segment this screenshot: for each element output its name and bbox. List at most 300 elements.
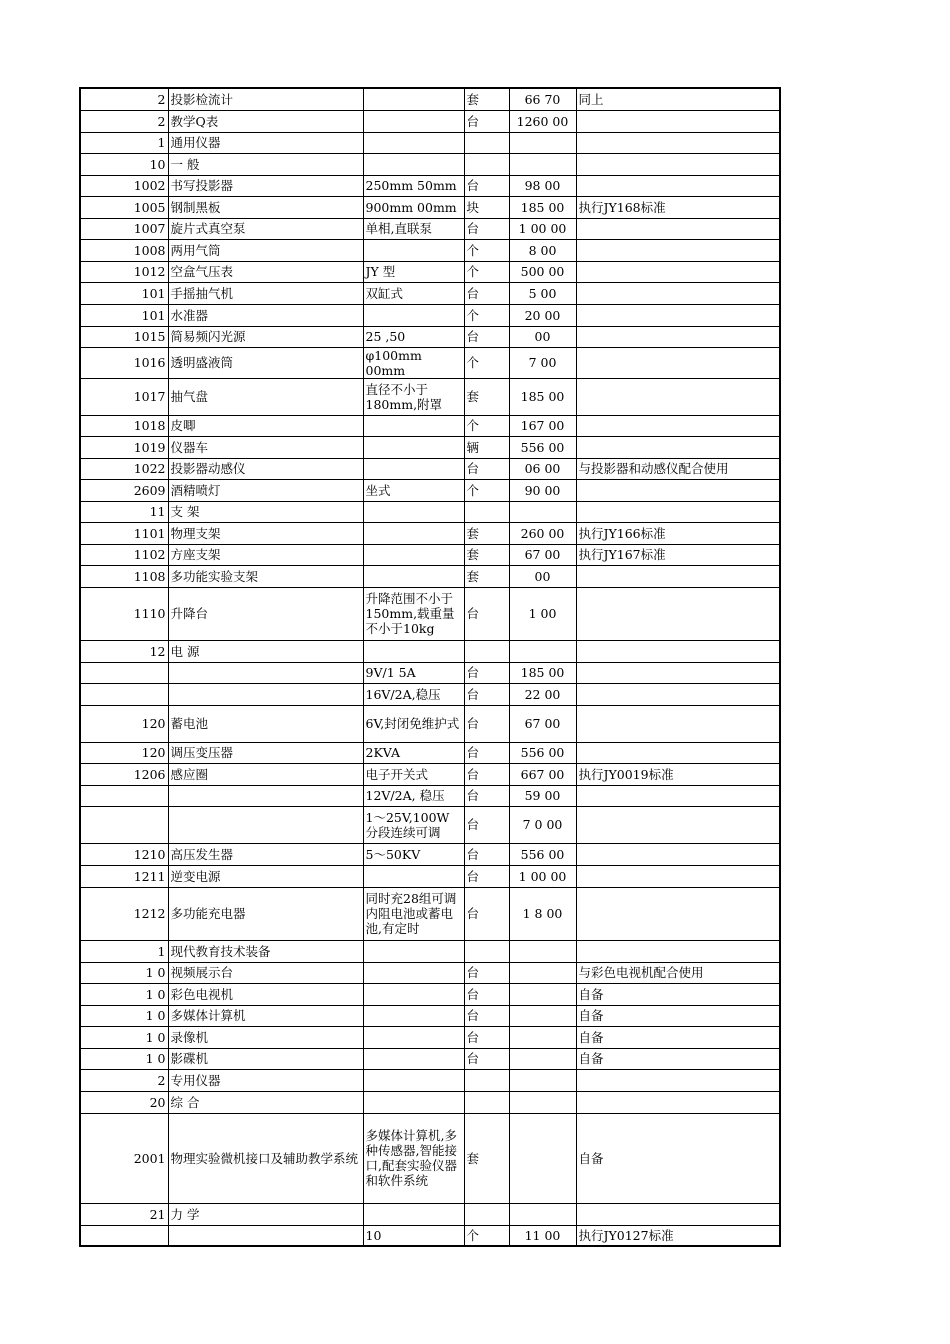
item-price-cell: 90 00: [509, 479, 576, 501]
item-code-cell: 1018: [80, 415, 168, 436]
item-name-cell: 透明盛液筒: [168, 347, 363, 378]
item-name-cell: 仪器车: [168, 436, 363, 458]
item-code-cell: 1022: [80, 458, 168, 479]
item-price-cell: 59 00: [509, 785, 576, 806]
item-name-cell: 力 学: [168, 1203, 363, 1225]
item-unit-cell: 辆: [464, 436, 509, 458]
item-spec-cell: [363, 522, 464, 544]
item-note-cell: [576, 239, 780, 261]
item-price-cell: 22 00: [509, 683, 576, 705]
item-code-cell: 120: [80, 705, 168, 742]
table-row: [80, 458, 780, 479]
item-name-cell: 书写投影器: [168, 175, 363, 196]
item-note-cell: [576, 887, 780, 940]
item-price-cell: 7 0 00: [509, 806, 576, 843]
item-note-cell: [576, 378, 780, 415]
table-body: [80, 88, 780, 1246]
item-price-cell: 1 00: [509, 587, 576, 640]
item-price-cell: 185 00: [509, 662, 576, 683]
item-price-cell: 98 00: [509, 175, 576, 196]
item-code-cell: [80, 1225, 168, 1246]
item-spec-cell: [363, 88, 464, 110]
item-unit-cell: 套: [464, 565, 509, 587]
item-code-cell: 1008: [80, 239, 168, 261]
table-row: [80, 522, 780, 544]
table-row: [80, 1225, 780, 1246]
table-row: [80, 218, 780, 239]
table-row: [80, 742, 780, 763]
item-unit-cell: 套: [464, 88, 509, 110]
table-row: [80, 640, 780, 662]
item-unit-cell: [464, 1091, 509, 1113]
item-price-cell: [509, 1203, 576, 1225]
item-code-cell: 120: [80, 742, 168, 763]
item-code-cell: 1108: [80, 565, 168, 587]
item-name-cell: 彩色电视机: [168, 983, 363, 1005]
item-note-cell: 执行JY168标准: [576, 196, 780, 218]
item-code-cell: 1007: [80, 218, 168, 239]
item-name-cell: 方座支架: [168, 544, 363, 565]
item-name-cell: [168, 662, 363, 683]
item-note-cell: [576, 415, 780, 436]
item-spec-cell: 16V/2A,稳压: [363, 683, 464, 705]
item-price-cell: 1 8 00: [509, 887, 576, 940]
item-code-cell: 1 0: [80, 1005, 168, 1026]
item-price-cell: [509, 983, 576, 1005]
item-price-cell: 20 00: [509, 304, 576, 326]
item-code-cell: 1110: [80, 587, 168, 640]
item-unit-cell: 台: [464, 843, 509, 865]
item-unit-cell: 个: [464, 1225, 509, 1246]
item-unit-cell: 个: [464, 304, 509, 326]
item-name-cell: 专用仪器: [168, 1069, 363, 1091]
table-row: [80, 587, 780, 640]
item-unit-cell: [464, 940, 509, 962]
item-code-cell: 21: [80, 1203, 168, 1225]
item-name-cell: 现代教育技术装备: [168, 940, 363, 962]
item-price-cell: 00: [509, 565, 576, 587]
item-price-cell: 500 00: [509, 261, 576, 282]
item-unit-cell: 台: [464, 763, 509, 785]
item-code-cell: 1212: [80, 887, 168, 940]
item-unit-cell: 台: [464, 887, 509, 940]
item-code-cell: 1016: [80, 347, 168, 378]
table-row: [80, 175, 780, 196]
item-price-cell: 260 00: [509, 522, 576, 544]
item-note-cell: [576, 806, 780, 843]
item-price-cell: 556 00: [509, 843, 576, 865]
item-spec-cell: 5～50KV: [363, 843, 464, 865]
item-price-cell: 66 70: [509, 88, 576, 110]
item-note-cell: 执行JY0127标准: [576, 1225, 780, 1246]
item-note-cell: [576, 218, 780, 239]
table-row: [80, 785, 780, 806]
item-note-cell: 执行JY166标准: [576, 522, 780, 544]
item-code-cell: [80, 662, 168, 683]
item-price-cell: 06 00: [509, 458, 576, 479]
item-unit-cell: 台: [464, 1048, 509, 1069]
item-spec-cell: 双缸式: [363, 282, 464, 304]
table-row: [80, 153, 780, 175]
item-spec-cell: [363, 1091, 464, 1113]
item-spec-cell: [363, 940, 464, 962]
item-code-cell: 1015: [80, 326, 168, 347]
item-price-cell: 167 00: [509, 415, 576, 436]
item-name-cell: 高压发生器: [168, 843, 363, 865]
item-unit-cell: 套: [464, 544, 509, 565]
table-row: [80, 239, 780, 261]
item-code-cell: 1019: [80, 436, 168, 458]
item-note-cell: [576, 662, 780, 683]
item-price-cell: 7 00: [509, 347, 576, 378]
item-unit-cell: 台: [464, 1026, 509, 1048]
equipment-table: [79, 87, 781, 1247]
item-price-cell: 00: [509, 326, 576, 347]
item-note-cell: 自备: [576, 1113, 780, 1203]
item-code-cell: 2609: [80, 479, 168, 501]
item-code-cell: 1210: [80, 843, 168, 865]
item-price-cell: [509, 1026, 576, 1048]
item-unit-cell: [464, 1203, 509, 1225]
item-spec-cell: [363, 415, 464, 436]
item-unit-cell: 个: [464, 239, 509, 261]
item-note-cell: [576, 282, 780, 304]
item-note-cell: 执行JY0019标准: [576, 763, 780, 785]
item-name-cell: 物理实验微机接口及辅助教学系统: [168, 1113, 363, 1203]
item-name-cell: [168, 683, 363, 705]
item-spec-cell: [363, 132, 464, 153]
item-spec-cell: 25 ,50: [363, 326, 464, 347]
item-unit-cell: [464, 132, 509, 153]
item-note-cell: [576, 132, 780, 153]
item-name-cell: [168, 785, 363, 806]
item-spec-cell: [363, 544, 464, 565]
item-price-cell: 1 00 00: [509, 865, 576, 887]
item-note-cell: [576, 742, 780, 763]
table-row: [80, 565, 780, 587]
item-code-cell: 1 0: [80, 962, 168, 983]
item-spec-cell: 10: [363, 1225, 464, 1246]
item-code-cell: 2: [80, 88, 168, 110]
table-row: [80, 1069, 780, 1091]
item-note-cell: [576, 1091, 780, 1113]
item-name-cell: 支 架: [168, 501, 363, 522]
item-price-cell: 185 00: [509, 378, 576, 415]
table-row: [80, 683, 780, 705]
item-spec-cell: 单相,直联泵: [363, 218, 464, 239]
table-row: [80, 962, 780, 983]
item-note-cell: 自备: [576, 1005, 780, 1026]
item-spec-cell: [363, 962, 464, 983]
item-name-cell: 调压变压器: [168, 742, 363, 763]
item-name-cell: 水准器: [168, 304, 363, 326]
item-note-cell: 同上: [576, 88, 780, 110]
item-price-cell: [509, 1048, 576, 1069]
item-unit-cell: 台: [464, 742, 509, 763]
item-price-cell: 67 00: [509, 544, 576, 565]
item-unit-cell: 台: [464, 110, 509, 132]
item-note-cell: [576, 865, 780, 887]
item-unit-cell: 台: [464, 705, 509, 742]
item-code-cell: 12: [80, 640, 168, 662]
item-spec-cell: [363, 1069, 464, 1091]
item-name-cell: 投影器动感仪: [168, 458, 363, 479]
item-name-cell: 影碟机: [168, 1048, 363, 1069]
item-note-cell: [576, 436, 780, 458]
item-note-cell: 自备: [576, 983, 780, 1005]
item-price-cell: 8 00: [509, 239, 576, 261]
item-unit-cell: 台: [464, 683, 509, 705]
table-row: [80, 436, 780, 458]
item-name-cell: 两用气筒: [168, 239, 363, 261]
item-note-cell: [576, 326, 780, 347]
item-name-cell: 升降台: [168, 587, 363, 640]
item-note-cell: [576, 705, 780, 742]
item-spec-cell: [363, 153, 464, 175]
item-code-cell: 1101: [80, 522, 168, 544]
item-note-cell: [576, 565, 780, 587]
item-code-cell: 1 0: [80, 1026, 168, 1048]
item-spec-cell: [363, 501, 464, 522]
item-name-cell: 通用仪器: [168, 132, 363, 153]
item-spec-cell: [363, 110, 464, 132]
table-row: [80, 196, 780, 218]
table-row: [80, 662, 780, 683]
table-row: [80, 940, 780, 962]
table-row: [80, 983, 780, 1005]
item-spec-cell: 250mm 50mm: [363, 175, 464, 196]
item-price-cell: [509, 132, 576, 153]
item-code-cell: 1102: [80, 544, 168, 565]
item-code-cell: [80, 785, 168, 806]
item-unit-cell: 台: [464, 1005, 509, 1026]
item-code-cell: 2001: [80, 1113, 168, 1203]
item-code-cell: 2: [80, 1069, 168, 1091]
item-code-cell: 1: [80, 940, 168, 962]
item-unit-cell: 套: [464, 378, 509, 415]
table-row: [80, 1048, 780, 1069]
item-note-cell: [576, 347, 780, 378]
item-name-cell: 抽气盘: [168, 378, 363, 415]
item-note-cell: 与投影器和动感仪配合使用: [576, 458, 780, 479]
table-row: [80, 1005, 780, 1026]
item-name-cell: 录像机: [168, 1026, 363, 1048]
item-code-cell: 1002: [80, 175, 168, 196]
item-note-cell: 执行JY167标准: [576, 544, 780, 565]
item-unit-cell: 个: [464, 261, 509, 282]
item-unit-cell: 台: [464, 662, 509, 683]
item-note-cell: 自备: [576, 1048, 780, 1069]
item-spec-cell: 1～25V,100W分段连续可调: [363, 806, 464, 843]
item-spec-cell: 直径不小于180mm,附罩: [363, 378, 464, 415]
item-price-cell: [509, 1113, 576, 1203]
item-price-cell: 11 00: [509, 1225, 576, 1246]
item-name-cell: 手摇抽气机: [168, 282, 363, 304]
item-price-cell: 1260 00: [509, 110, 576, 132]
item-name-cell: 一 般: [168, 153, 363, 175]
item-spec-cell: [363, 1048, 464, 1069]
item-spec-cell: 6V,封闭免维护式: [363, 705, 464, 742]
table-row: [80, 806, 780, 843]
table-row: [80, 415, 780, 436]
item-unit-cell: 台: [464, 806, 509, 843]
item-note-cell: [576, 153, 780, 175]
item-name-cell: 感应圈: [168, 763, 363, 785]
item-price-cell: 556 00: [509, 742, 576, 763]
item-note-cell: [576, 1069, 780, 1091]
item-code-cell: 1: [80, 132, 168, 153]
item-spec-cell: [363, 1005, 464, 1026]
item-unit-cell: 块: [464, 196, 509, 218]
item-price-cell: 556 00: [509, 436, 576, 458]
item-name-cell: 酒精喷灯: [168, 479, 363, 501]
table-row: [80, 282, 780, 304]
item-spec-cell: [363, 983, 464, 1005]
item-name-cell: 空盒气压表: [168, 261, 363, 282]
item-spec-cell: [363, 239, 464, 261]
item-spec-cell: [363, 304, 464, 326]
item-note-cell: [576, 843, 780, 865]
table-row: [80, 132, 780, 153]
item-name-cell: 多媒体计算机: [168, 1005, 363, 1026]
item-price-cell: [509, 940, 576, 962]
item-price-cell: [509, 640, 576, 662]
table-row: [80, 326, 780, 347]
item-unit-cell: [464, 640, 509, 662]
item-unit-cell: 台: [464, 218, 509, 239]
item-spec-cell: 900mm 00mm: [363, 196, 464, 218]
item-price-cell: 1 00 00: [509, 218, 576, 239]
item-unit-cell: 个: [464, 347, 509, 378]
item-unit-cell: 个: [464, 415, 509, 436]
item-spec-cell: JY 型: [363, 261, 464, 282]
item-note-cell: 与彩色电视机配合使用: [576, 962, 780, 983]
item-spec-cell: 12V/2A, 稳压: [363, 785, 464, 806]
item-unit-cell: 台: [464, 587, 509, 640]
table-row: [80, 865, 780, 887]
table-row: [80, 1113, 780, 1203]
item-name-cell: 逆变电源: [168, 865, 363, 887]
item-code-cell: 20: [80, 1091, 168, 1113]
table-row: [80, 843, 780, 865]
item-note-cell: [576, 479, 780, 501]
table-row: [80, 1026, 780, 1048]
table-row: [80, 544, 780, 565]
item-name-cell: 蓄电池: [168, 705, 363, 742]
table-row: [80, 763, 780, 785]
item-unit-cell: 台: [464, 175, 509, 196]
item-code-cell: 1017: [80, 378, 168, 415]
item-code-cell: 1 0: [80, 983, 168, 1005]
table-row: [80, 304, 780, 326]
table-row: [80, 887, 780, 940]
item-name-cell: 投影检流计: [168, 88, 363, 110]
item-name-cell: 视频展示台: [168, 962, 363, 983]
item-unit-cell: 个: [464, 479, 509, 501]
item-note-cell: [576, 785, 780, 806]
item-spec-cell: 9V/1 5A: [363, 662, 464, 683]
item-name-cell: 综 合: [168, 1091, 363, 1113]
item-code-cell: 101: [80, 304, 168, 326]
item-unit-cell: 套: [464, 522, 509, 544]
item-unit-cell: 台: [464, 962, 509, 983]
item-price-cell: [509, 1091, 576, 1113]
item-name-cell: [168, 806, 363, 843]
item-note-cell: 自备: [576, 1026, 780, 1048]
item-spec-cell: 多媒体计算机,多种传感器,智能接口,配套实验仪器和软件系统: [363, 1113, 464, 1203]
item-code-cell: 1 0: [80, 1048, 168, 1069]
item-unit-cell: [464, 1069, 509, 1091]
item-code-cell: 1012: [80, 261, 168, 282]
item-unit-cell: 台: [464, 326, 509, 347]
table-row: [80, 1203, 780, 1225]
item-price-cell: [509, 501, 576, 522]
item-name-cell: 多功能实验支架: [168, 565, 363, 587]
item-note-cell: [576, 940, 780, 962]
item-spec-cell: 坐式: [363, 479, 464, 501]
item-name-cell: 教学Q表: [168, 110, 363, 132]
item-code-cell: 101: [80, 282, 168, 304]
table-row: [80, 261, 780, 282]
item-name-cell: 物理支架: [168, 522, 363, 544]
item-name-cell: 旋片式真空泵: [168, 218, 363, 239]
item-price-cell: 667 00: [509, 763, 576, 785]
item-spec-cell: 同时充28组可调内阻电池或蓄电池,有定时: [363, 887, 464, 940]
table-row: [80, 1091, 780, 1113]
item-spec-cell: [363, 1203, 464, 1225]
item-name-cell: [168, 1225, 363, 1246]
item-code-cell: 1005: [80, 196, 168, 218]
item-spec-cell: [363, 1026, 464, 1048]
item-unit-cell: [464, 501, 509, 522]
item-spec-cell: [363, 640, 464, 662]
item-code-cell: [80, 683, 168, 705]
item-unit-cell: 台: [464, 282, 509, 304]
item-unit-cell: 台: [464, 785, 509, 806]
item-name-cell: 简易频闪光源: [168, 326, 363, 347]
item-unit-cell: [464, 153, 509, 175]
item-spec-cell: 电子开关式: [363, 763, 464, 785]
item-price-cell: 185 00: [509, 196, 576, 218]
item-note-cell: [576, 501, 780, 522]
item-spec-cell: 2KVA: [363, 742, 464, 763]
item-name-cell: 电 源: [168, 640, 363, 662]
item-unit-cell: 套: [464, 1113, 509, 1203]
item-price-cell: [509, 153, 576, 175]
item-spec-cell: [363, 458, 464, 479]
item-code-cell: 2: [80, 110, 168, 132]
item-note-cell: [576, 110, 780, 132]
item-note-cell: [576, 261, 780, 282]
item-note-cell: [576, 640, 780, 662]
item-unit-cell: 台: [464, 983, 509, 1005]
item-name-cell: 多功能充电器: [168, 887, 363, 940]
item-code-cell: 10: [80, 153, 168, 175]
item-price-cell: [509, 1069, 576, 1091]
item-unit-cell: 台: [464, 458, 509, 479]
table-row: [80, 110, 780, 132]
table-row: [80, 501, 780, 522]
item-note-cell: [576, 304, 780, 326]
item-spec-cell: 升降范围不小于150mm,载重量不小于10kg: [363, 587, 464, 640]
item-note-cell: [576, 683, 780, 705]
table-row: [80, 378, 780, 415]
item-code-cell: 1206: [80, 763, 168, 785]
item-price-cell: 67 00: [509, 705, 576, 742]
item-spec-cell: [363, 865, 464, 887]
item-name-cell: 钢制黑板: [168, 196, 363, 218]
table-row: [80, 88, 780, 110]
